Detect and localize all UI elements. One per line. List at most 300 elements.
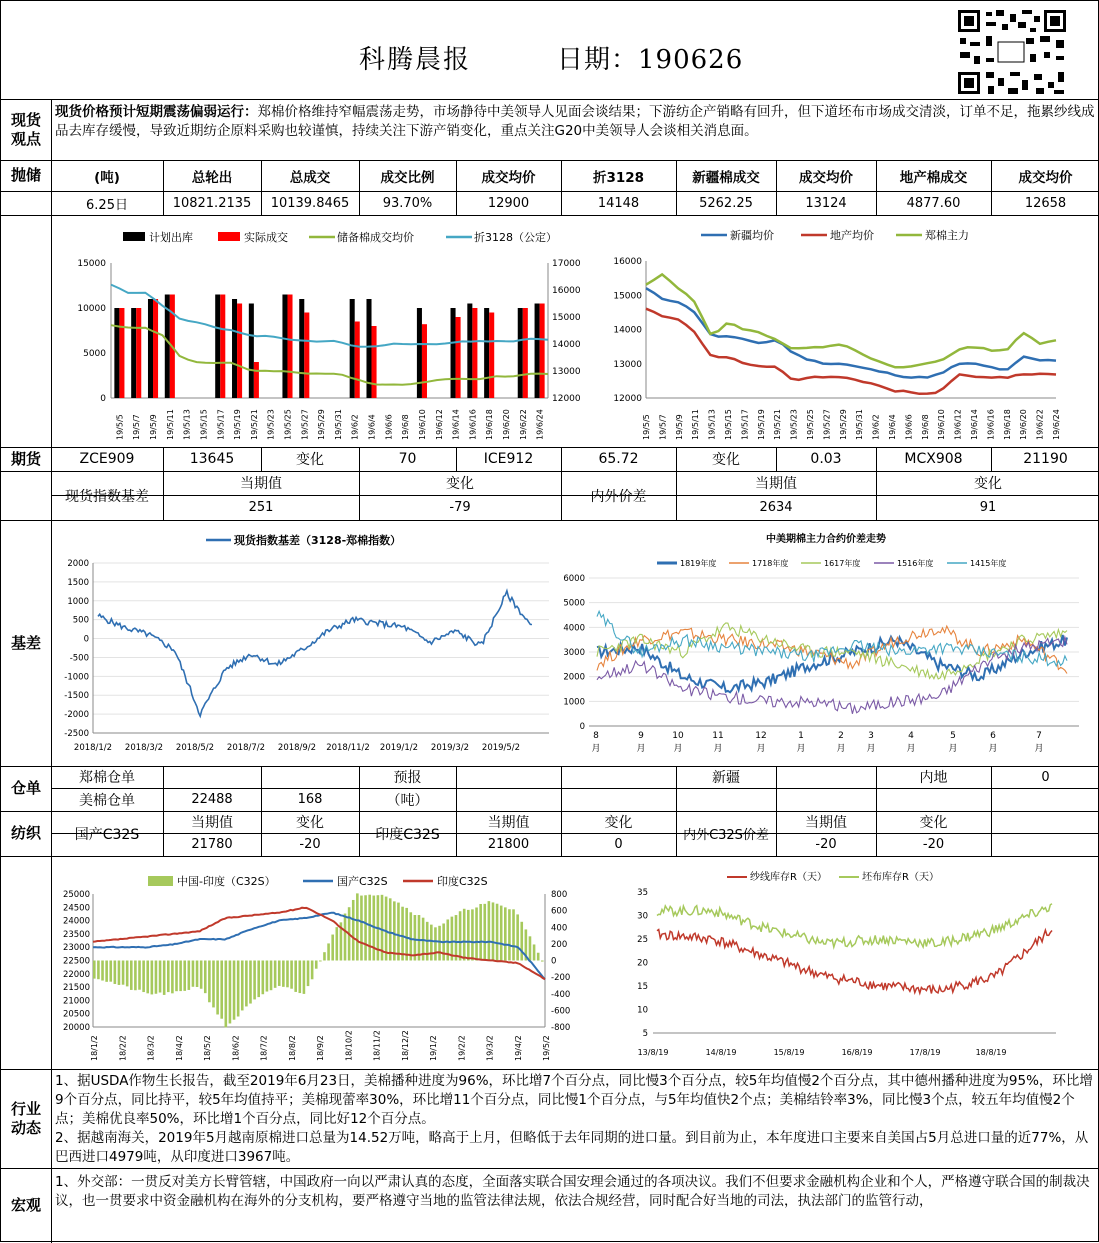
diff-bar	[299, 961, 302, 994]
legend-label: 新疆均价	[730, 229, 774, 242]
diff-bar	[249, 961, 252, 1004]
chart-title: 现货指数基差（3128-郑棉指数）	[234, 534, 402, 547]
diff-bar	[389, 898, 392, 960]
x-tick: 16/8/19	[841, 1048, 873, 1057]
y-tick: 14000	[613, 325, 642, 336]
plan-bar	[518, 308, 523, 398]
dom-chg-label: 变化	[296, 815, 324, 831]
y2-tick: -600	[551, 1006, 571, 1017]
legend-label: 郑棉主力	[925, 229, 969, 242]
diff-bar	[138, 961, 141, 990]
x-tick-num: 6	[990, 731, 996, 741]
diff-bar	[500, 906, 503, 961]
section-basis: 基差	[10, 633, 41, 652]
y-tick: 3000	[563, 648, 585, 658]
y-tick: 4000	[563, 623, 585, 634]
x-tick: 19/6/10	[937, 409, 947, 440]
x-tick: 19/6/24	[535, 409, 545, 440]
plan-bar	[535, 304, 540, 399]
plan-bar	[114, 308, 119, 398]
diff-bar	[475, 907, 478, 960]
diff-bar	[414, 915, 417, 960]
x-tick: 19/5/29	[838, 409, 848, 440]
plan-bar	[282, 295, 287, 399]
x-tick: 18/3/2	[146, 1035, 156, 1061]
diff-bar	[253, 961, 256, 1000]
x-tick: 2019/1/2	[379, 743, 419, 753]
y2-tick: 12000	[552, 394, 581, 404]
x-tick: 19/6/2	[871, 414, 881, 440]
spot-view-text	[55, 103, 1095, 141]
section-spinning: 纺织	[10, 824, 41, 842]
diff-bar	[385, 897, 388, 961]
diff-bar	[331, 935, 334, 961]
report-date: 日期：190626	[557, 45, 744, 75]
auction-header-9: 成交均价	[1018, 169, 1073, 186]
x-tick-unit: 月	[636, 744, 646, 754]
x-tick: 19/6/20	[1019, 409, 1029, 440]
diff-bar	[212, 961, 215, 1008]
inland-label: 内地	[919, 770, 948, 786]
x-tick-num: 8	[593, 731, 599, 741]
y-tick: -1000	[64, 672, 89, 683]
x-tick: 15/8/19	[773, 1048, 805, 1057]
x-tick: 19/5/25	[806, 409, 815, 440]
plan-bar	[467, 304, 472, 399]
report-title: 科腾晨报	[359, 45, 472, 75]
spread-c32s-chg-value: -20	[922, 837, 945, 852]
plan-bar	[131, 308, 136, 398]
futures-cell-9: 21190	[1023, 451, 1068, 467]
actual-bar	[287, 295, 292, 399]
x-tick: 18/5/2	[203, 1035, 212, 1061]
diff-bar	[220, 961, 223, 1019]
y-tick: 15000	[77, 259, 106, 269]
diff-bar	[492, 902, 495, 960]
x-tick: 2018/11/2	[326, 743, 370, 753]
x-tick: 17/8/19	[909, 1048, 941, 1057]
x-tick: 19/5/9	[674, 414, 684, 440]
futures-cell-2: 变化	[296, 452, 324, 468]
y-tick: 1000	[563, 697, 585, 708]
spread-cur-value: 2634	[759, 500, 793, 515]
diff-bar	[496, 904, 499, 961]
auction-header-5: 折3128	[592, 169, 645, 186]
diff-bar	[109, 961, 112, 982]
auction-value-7: 13124	[805, 195, 847, 211]
y-tick: 20500	[62, 1009, 90, 1020]
y2-tick: 17000	[552, 259, 581, 269]
plan-bar	[215, 295, 220, 399]
chart-title: 中美期棉主力合约价差走势	[766, 534, 886, 545]
y-tick: 0	[83, 634, 89, 645]
spread-chart	[561, 528, 1091, 760]
ind-c32s-label: 印度C32S	[375, 826, 440, 843]
y-tick: 16000	[613, 257, 642, 267]
diff-bar	[274, 961, 277, 988]
actual-bar	[304, 313, 309, 399]
dom-chg-value: -20	[299, 837, 321, 852]
diff-bar	[175, 961, 178, 992]
x-tick: 18/8/19	[975, 1048, 1007, 1057]
x-tick: 19/6/12	[953, 409, 963, 440]
qr-code-icon	[956, 8, 1068, 96]
legend-label: 坯布库存R（天）	[862, 872, 939, 883]
diff-bar	[163, 961, 166, 995]
x-tick: 19/5/19	[756, 409, 766, 440]
legend-swatch	[218, 232, 240, 241]
x-tick: 19/3/2	[485, 1035, 495, 1061]
diff-bar	[151, 961, 154, 995]
legend-label: 1617年度	[824, 559, 861, 568]
y2-tick: 400	[551, 923, 568, 934]
x-tick: 19/6/8	[401, 414, 411, 440]
diff-bar	[241, 961, 244, 1011]
y-tick: 21500	[62, 983, 90, 994]
diff-bar	[237, 961, 240, 1017]
x-tick: 19/5/13	[707, 409, 717, 440]
x-tick-unit: 月	[756, 744, 766, 754]
diff-bar	[315, 961, 318, 969]
diff-bar	[290, 961, 293, 989]
legend-label: 1516年度	[897, 559, 934, 568]
us-warehouse-value1: 22488	[191, 792, 233, 807]
legend-swatch	[123, 232, 145, 241]
x-tick: 18/1/2	[90, 1035, 99, 1061]
auction-value-1: 10821.2135	[172, 195, 252, 211]
y-tick: 24500	[62, 903, 90, 914]
diff-bar	[200, 961, 203, 989]
x-tick: 2018/9/2	[277, 743, 317, 753]
x-tick: 19/6/24	[1052, 409, 1061, 440]
diff-bar	[529, 936, 532, 960]
x-tick-unit: 月	[673, 744, 683, 754]
diff-bar	[459, 911, 462, 960]
x-tick: 2018/7/2	[226, 743, 266, 753]
x-tick: 18/12/2	[400, 1030, 410, 1061]
x-tick: 19/5/7	[132, 414, 142, 440]
x-tick: 19/5/15	[724, 409, 733, 440]
auction-header-3: 成交比例	[380, 169, 435, 186]
us-warehouse-label: 美棉仓单	[79, 792, 135, 809]
futures-cell-1: 13645	[189, 451, 235, 467]
plan-bar	[299, 299, 304, 398]
x-tick: 19/6/16	[986, 409, 996, 440]
x-tick: 19/6/22	[518, 409, 528, 440]
diff-bar	[463, 909, 466, 961]
auction-header-4: 成交均价	[481, 169, 536, 186]
x-tick: 19/5/27	[300, 409, 310, 440]
y-tick: 0	[100, 394, 106, 404]
diff-bar	[364, 895, 367, 960]
spread-chg-value: 91	[979, 500, 997, 515]
plan-bar	[148, 299, 153, 398]
actual-bar	[136, 308, 141, 398]
y-tick: -1500	[64, 691, 89, 702]
auction-value-9: 12658	[1024, 195, 1067, 211]
y-tick: 2000	[67, 559, 89, 569]
x-tick: 2018/3/2	[124, 743, 164, 753]
diff-bar	[192, 961, 195, 987]
y-tick: 10000	[77, 304, 106, 314]
x-tick: 18/11/2	[372, 1030, 382, 1061]
auction-header-2: 总成交	[289, 169, 331, 186]
diff-bar	[142, 961, 145, 993]
x-tick-num: 12	[755, 731, 767, 741]
ind-chg-label: 变化	[604, 815, 633, 831]
diff-bar	[356, 893, 359, 960]
diff-bar	[233, 961, 236, 1020]
x-tick-num: 2	[838, 731, 844, 741]
diff-bar	[504, 907, 507, 960]
y-tick: 23000	[62, 943, 90, 954]
x-tick: 19/6/8	[920, 414, 930, 440]
y-tick: 35	[637, 888, 648, 898]
auction-header-0: (吨)	[94, 169, 120, 186]
dom-cur-value: 21780	[191, 837, 233, 852]
y-tick: 10	[637, 1005, 648, 1016]
y-tick: 25000	[62, 890, 90, 900]
spread-c32s-label: 内外C32S价差	[683, 828, 769, 843]
diff-bar	[303, 961, 306, 994]
actual-bar	[540, 304, 545, 399]
legend-label: 纱线库存R（天）	[750, 872, 827, 883]
legend-label: 储备棉成交均价	[337, 231, 414, 244]
auction-value-3: 93.70%	[382, 195, 433, 211]
x-tick: 19/5/21	[249, 409, 259, 440]
basis-cur-label: 当期值	[240, 476, 282, 492]
x-tick: 2019/3/2	[430, 743, 470, 753]
y-tick: 30	[637, 911, 648, 922]
y-tick: 22000	[62, 969, 90, 980]
diff-bar	[257, 961, 260, 998]
x-tick: 14/8/19	[705, 1048, 737, 1057]
diff-bar	[97, 961, 100, 980]
y-tick: 12000	[613, 394, 642, 404]
basis-chg-label: 变化	[446, 476, 474, 492]
legend-label: 计划出库	[149, 231, 193, 244]
x-tick-unit: 月	[906, 744, 916, 754]
diff-bar	[393, 901, 396, 960]
section-macro: 宏观	[10, 1196, 41, 1214]
diff-bar	[93, 961, 96, 979]
x-tick-num: 3	[868, 731, 874, 741]
legend-label: 地产均价	[830, 229, 874, 242]
x-tick: 19/6/16	[468, 409, 478, 440]
diff-bar	[323, 952, 326, 960]
diff-bar	[508, 909, 511, 960]
diff-bar	[512, 909, 515, 960]
industry-paragraph-2: 2、据越南海关，2019年5月越南原棉进口总量为14.52万吨，略高于上月，但略低于去年同期的进口量。到目前为止，本年度进口主要来自美国占5月总进口量的近77%，从巴西进口4979吨，从印度进口3967吨。	[55, 1130, 1089, 1165]
y-tick: 1500	[67, 577, 89, 588]
auction-header-8: 地产棉成交	[899, 169, 968, 186]
actual-bar	[422, 324, 427, 398]
diff-bar	[483, 904, 486, 961]
x-tick-num: 7	[1036, 731, 1042, 741]
diff-bar	[430, 925, 433, 961]
x-tick: 19/5/27	[822, 409, 832, 440]
y-tick: 6000	[563, 574, 585, 584]
diff-bar	[352, 900, 355, 961]
futures-cell-5: 65.72	[598, 451, 639, 467]
diff-bar	[537, 953, 540, 961]
legend-label: 折3128（公定）	[474, 231, 557, 244]
actual-bar	[119, 308, 124, 398]
x-tick: 18/10/2	[344, 1030, 354, 1061]
ind-chg-value: 0	[614, 837, 623, 852]
x-tick: 19/6/12	[434, 409, 444, 440]
x-tick: 18/9/2	[316, 1035, 325, 1061]
auction-value-2: 10139.8465	[270, 195, 350, 211]
x-tick: 19/5/19	[233, 409, 243, 440]
inventory-chart	[631, 867, 1066, 1065]
x-tick-unit: 月	[836, 744, 846, 754]
diff-bar	[245, 961, 248, 1007]
forecast-label: 预报	[393, 770, 422, 786]
y-tick: 24000	[62, 916, 90, 927]
legend-label: 印度C32S	[437, 875, 488, 888]
x-tick-num: 1	[798, 731, 804, 741]
x-tick: 18/7/2	[259, 1035, 269, 1061]
auction-header-1: 总轮出	[191, 169, 233, 186]
x-tick: 2019/5/2	[481, 743, 521, 753]
x-tick: 2018/1/2	[73, 743, 113, 753]
actual-bar	[237, 304, 242, 399]
diff-bar	[208, 961, 211, 1003]
section-industry: 行业 动态	[10, 1099, 41, 1137]
y2-tick: 800	[551, 890, 568, 900]
diff-bar	[225, 961, 228, 1028]
x-tick: 19/5/9	[149, 414, 159, 440]
diff-bar	[467, 910, 470, 961]
diff-bar	[520, 922, 523, 961]
y-tick: 20	[637, 958, 648, 969]
us-warehouse-value2: 168	[297, 792, 323, 807]
x-tick: 19/6/4	[367, 414, 377, 440]
plan-bar	[484, 308, 489, 398]
y-tick: -500	[69, 653, 89, 664]
x-tick: 19/6/18	[485, 409, 495, 440]
x-tick: 19/6/22	[1035, 409, 1045, 440]
y-tick: 22500	[62, 956, 90, 967]
diff-bar	[455, 915, 458, 960]
diff-bar	[122, 961, 125, 985]
dom-cur-label: 当期值	[191, 815, 233, 831]
x-tick-num: 4	[908, 731, 914, 741]
spread-chg-label: 变化	[974, 476, 1002, 492]
legend-label: 实际成交	[244, 231, 288, 244]
x-tick-num: 9	[638, 731, 644, 741]
diff-bar	[360, 896, 363, 961]
diff-bar	[171, 961, 174, 994]
x-tick: 19/5/23	[266, 409, 276, 440]
inventory-line-0	[657, 930, 1052, 994]
y-tick: 20000	[62, 1023, 90, 1033]
diff-bar	[327, 943, 330, 960]
x-tick: 19/6/18	[1002, 409, 1012, 440]
x-tick: 19/5/5	[642, 414, 651, 440]
x-tick: 13/8/19	[637, 1048, 669, 1057]
y-tick: 5000	[563, 598, 585, 609]
legend-label: 1415年度	[970, 559, 1007, 568]
spread-label: 内外价差	[590, 488, 647, 505]
diff-bar	[401, 907, 404, 961]
price-chart	[606, 223, 1076, 445]
diff-bar	[266, 961, 269, 992]
x-tick: 19/5/11	[165, 409, 175, 440]
x-tick-unit: 月	[866, 744, 876, 754]
diff-bar	[307, 961, 310, 987]
y-tick: 1000	[67, 596, 89, 607]
diff-bar	[196, 961, 199, 987]
x-tick-unit: 月	[591, 744, 601, 754]
avg-price-line	[111, 325, 548, 385]
actual-bar	[456, 317, 461, 398]
actual-bar	[472, 308, 477, 398]
x-tick: 19/6/14	[970, 409, 979, 440]
x-tick: 19/5/13	[182, 409, 192, 440]
x-tick: 19/5/5	[115, 414, 125, 440]
actual-bar	[523, 308, 528, 398]
y-tick: -2500	[64, 729, 89, 739]
legend-label: 中国-印度（C32S）	[177, 875, 276, 888]
futures-cell-7: 0.03	[810, 451, 842, 467]
y2-tick: 0	[551, 956, 557, 967]
legend-label: 国产C32S	[337, 875, 388, 888]
basis-line	[98, 591, 532, 716]
diff-bar	[541, 961, 544, 962]
y2-tick: 16000	[552, 286, 581, 296]
diff-bar	[114, 961, 117, 984]
dom-c32s-label: 国产C32S	[74, 826, 140, 843]
y-tick: 23500	[62, 929, 90, 940]
spread-line-1	[597, 626, 1067, 673]
x-tick: 19/5/25	[283, 409, 293, 440]
diff-bar	[262, 961, 265, 995]
x-tick-num: 5	[950, 731, 956, 741]
ind-cur-label: 当期值	[487, 815, 530, 831]
c32s-chart	[53, 869, 598, 1065]
diff-bar	[126, 961, 129, 987]
x-tick-unit: 月	[713, 744, 723, 754]
inland-value: 0	[1041, 769, 1050, 785]
section-spot-view: 现货 观点	[10, 110, 41, 148]
actual-bar	[489, 313, 494, 399]
basis-cur-value: 251	[248, 500, 274, 515]
x-tick: 19/6/6	[904, 414, 914, 440]
x-tick-unit: 月	[948, 744, 958, 754]
y2-tick: 13000	[552, 367, 581, 377]
inventory-line-1	[657, 904, 1052, 947]
auction-value-4: 12900	[487, 195, 530, 211]
auction-header-7: 成交均价	[799, 169, 853, 186]
diff-bar	[101, 961, 104, 981]
y-tick: 13000	[613, 359, 642, 370]
diff-bar	[270, 961, 273, 991]
diff-bar	[471, 909, 474, 960]
diff-bar	[286, 961, 289, 988]
diff-bar	[319, 961, 322, 962]
spread-cur-label: 当期值	[755, 476, 797, 492]
x-tick: 19/5/31	[855, 409, 865, 440]
fold3128-line	[111, 285, 548, 347]
diff-bar	[311, 961, 314, 980]
diff-bar	[282, 961, 285, 987]
section-warehouse: 仓单	[10, 779, 41, 797]
diff-bar	[488, 901, 491, 960]
auction-value-8: 4877.60	[906, 195, 961, 211]
ind-cur-value: 21800	[487, 837, 530, 852]
